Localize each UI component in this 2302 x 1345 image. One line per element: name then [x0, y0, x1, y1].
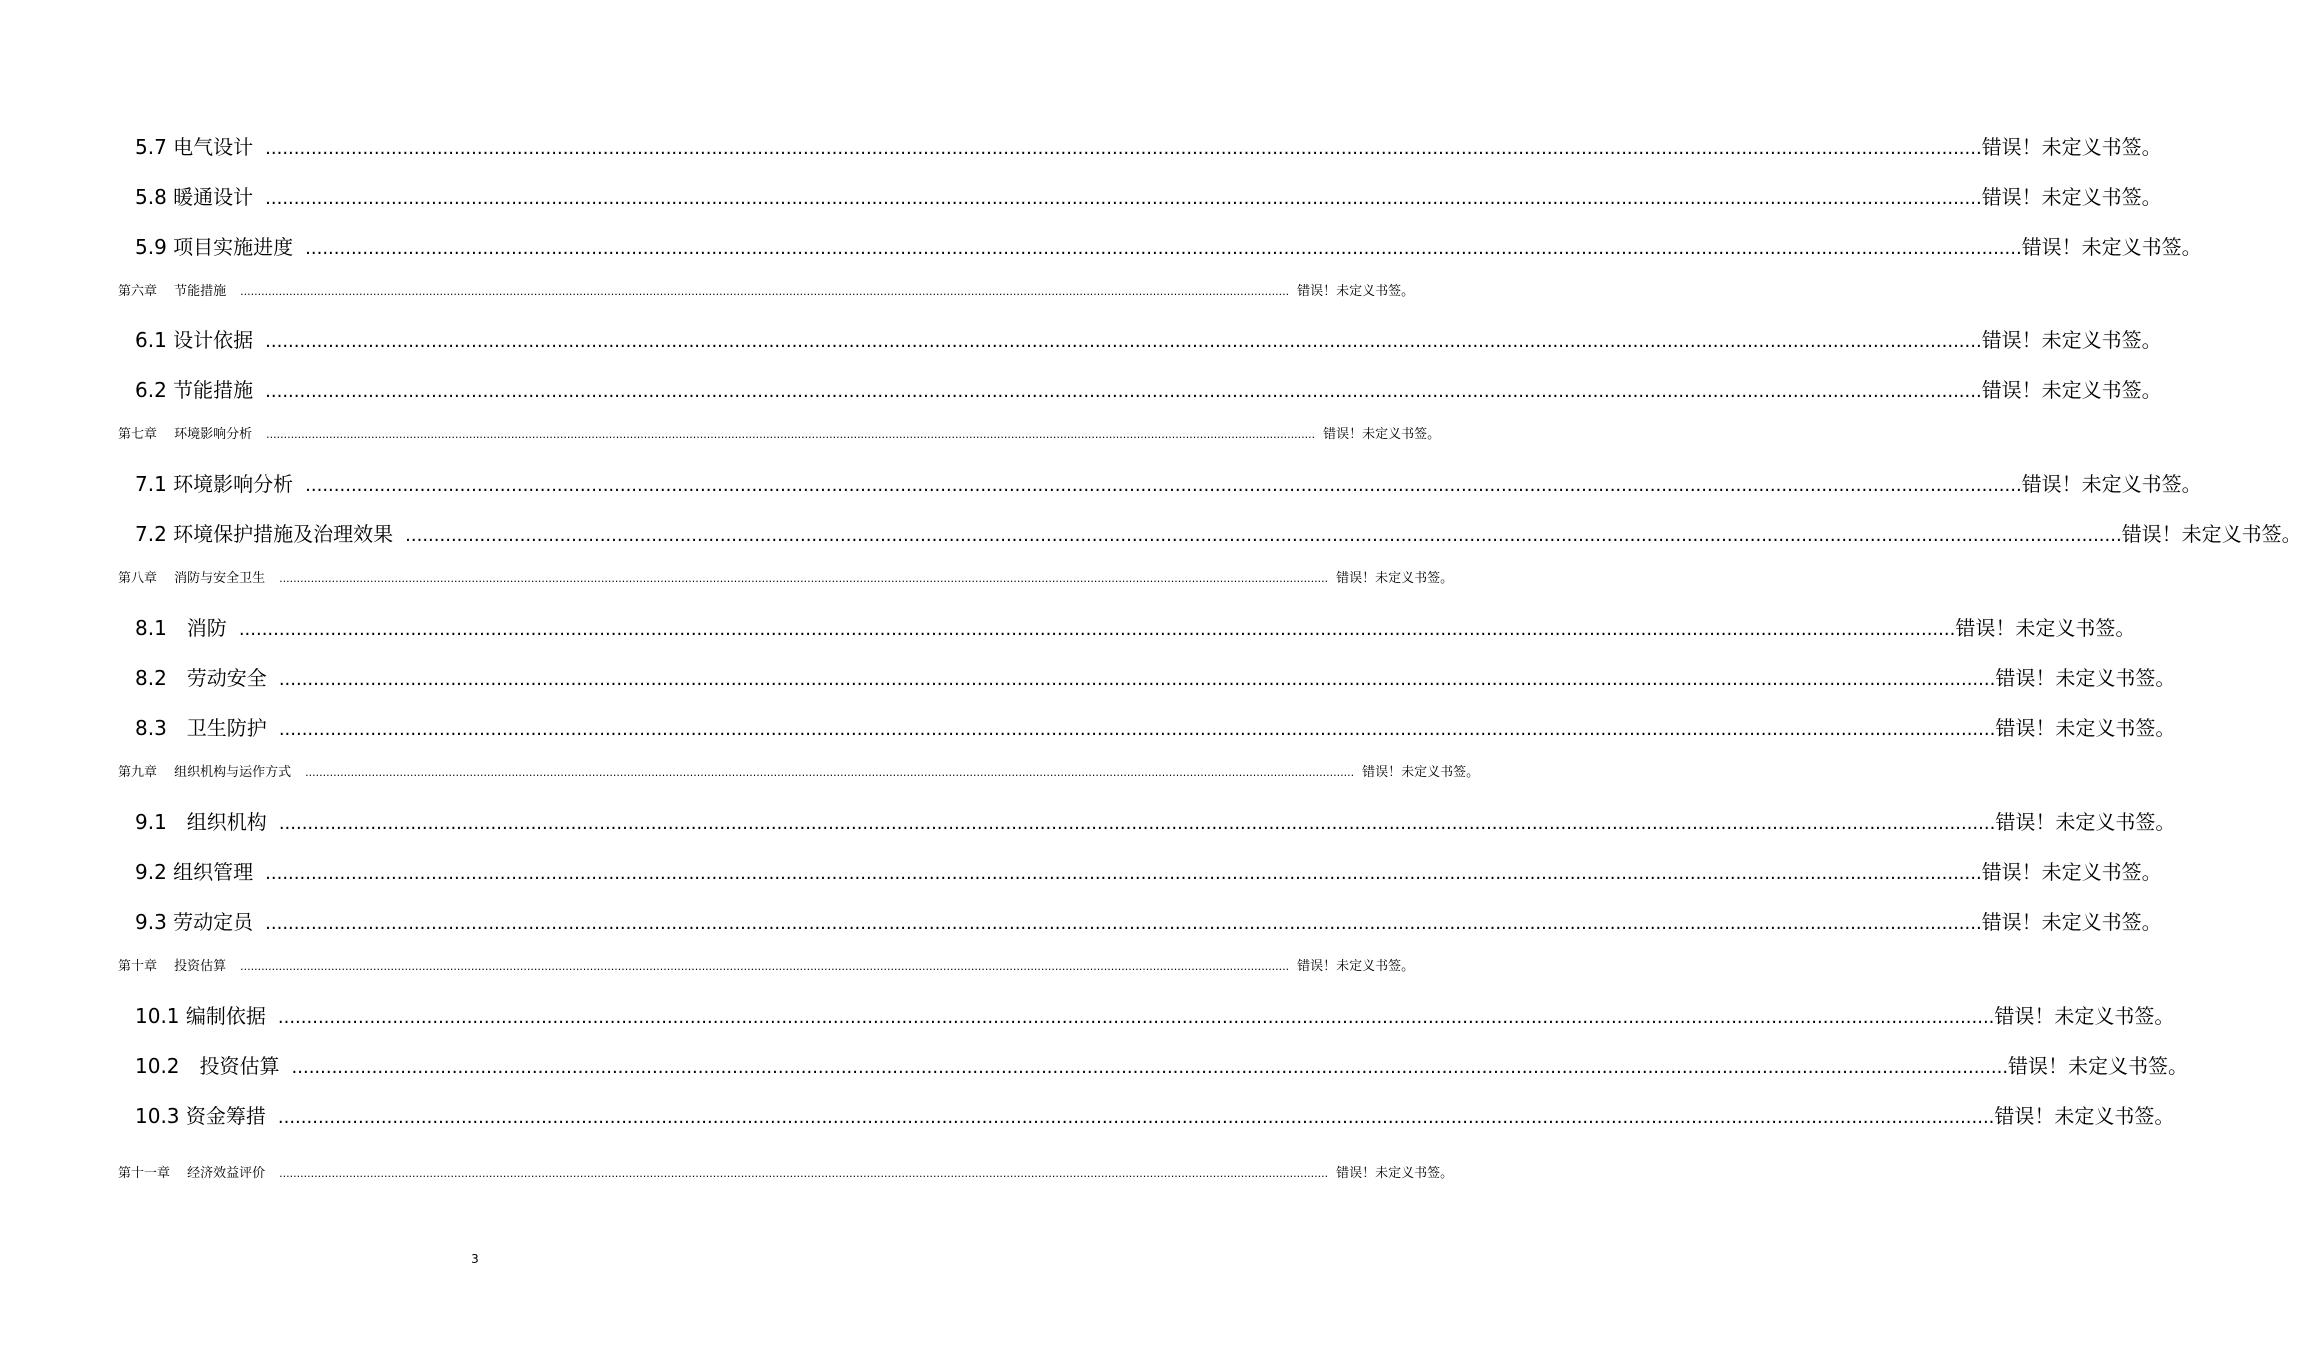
toc-section-entry[interactable] [135, 374, 2162, 403]
toc-chapter-entry[interactable] [118, 567, 1454, 586]
toc-entry-title: 8.3 卫生防护 [135, 716, 267, 740]
toc-section-entry[interactable] [135, 131, 2162, 160]
toc-dot-leader: ............................................................................................................................................................................................................................................................................................................ [291, 1057, 2009, 1078]
toc-chapter-entry[interactable] [118, 955, 1415, 974]
toc-entry-title: 6.2 节能措施 [135, 378, 254, 402]
toc-dot-leader: ............................................................................................................................................................................................................................................................................................................ [278, 719, 1996, 740]
toc-dot-leader: ............................................................................................................................................................................................................................................................................................................ [265, 331, 1982, 352]
toc-chapter-entry[interactable] [118, 280, 1415, 299]
toc-section-entry[interactable] [135, 906, 2162, 935]
toc-dot-leader: ............................................................................................................................................................................................................................................................................................................ [277, 1107, 1995, 1128]
toc-entry-title: 5.9 项目实施进度 [135, 235, 294, 259]
toc-dot-leader: ............................................................................................................................................................................................................................................................................................................ [277, 1007, 1995, 1028]
toc-entry-title: 9.2 组织管理 [135, 860, 254, 884]
toc-dot-leader: ............................................................................................................................................................................................................................................................................................................ [240, 285, 1290, 298]
toc-entry-title: 6.1 设计依据 [135, 328, 254, 352]
toc-section-entry[interactable] [135, 662, 2176, 691]
toc-section-entry[interactable] [135, 1000, 2175, 1029]
toc-entry-page-ref: 错误！未定义书签。 [1981, 328, 2162, 352]
toc-entry-title: 10.1 编制依据 [135, 1004, 266, 1028]
toc-entry-title: 8.2 劳动安全 [135, 666, 267, 690]
toc-section-entry[interactable] [135, 468, 2202, 497]
toc-entry-page-ref: 错误！未定义书签。 [1981, 860, 2162, 884]
toc-entry-title: 第十一章 经济效益评价 [118, 1166, 266, 1181]
toc-entry-page-ref: 错误！未定义书签。 [2021, 472, 2202, 496]
toc-section-entry[interactable] [135, 1100, 2175, 1129]
toc-entry-title: 10.3 资金筹措 [135, 1104, 266, 1128]
toc-entry-page-ref: 错误！未定义书签。 [1336, 1166, 1454, 1181]
toc-entry-page-ref: 错误！未定义书签。 [1981, 378, 2162, 402]
toc-entry-page-ref: 错误！未定义书签。 [2121, 522, 2302, 546]
toc-section-entry[interactable] [135, 806, 2176, 835]
toc-entry-page-ref: 错误！未定义书签。 [2008, 1054, 2189, 1078]
toc-entry-title: 7.1 环境影响分析 [135, 472, 294, 496]
toc-entry-title: 第七章 环境影响分析 [118, 427, 253, 442]
toc-section-entry[interactable] [135, 231, 2202, 260]
toc-dot-leader: ............................................................................................................................................................................................................................................................................................................ [238, 619, 1956, 640]
toc-entry-title: 5.7 电气设计 [135, 135, 254, 159]
page-number: 3 [471, 1252, 479, 1266]
toc-entry-page-ref: 错误！未定义书签。 [1336, 571, 1454, 586]
toc-section-entry[interactable] [135, 518, 2302, 547]
toc-dot-leader: ............................................................................................................................................................................................................................................................................................................ [265, 138, 1982, 159]
toc-dot-leader: ............................................................................................................................................................................................................................................................................................................ [278, 669, 1996, 690]
toc-entry-page-ref: 错误！未定义书签。 [1995, 810, 2176, 834]
toc-entry-page-ref: 错误！未定义书签。 [1981, 910, 2162, 934]
toc-section-entry[interactable] [135, 856, 2162, 885]
toc-chapter-entry[interactable] [118, 1162, 1454, 1181]
toc-section-entry[interactable] [135, 712, 2176, 741]
toc-dot-leader: ............................................................................................................................................................................................................................................................................................................ [265, 913, 1982, 934]
toc-entry-title: 8.1 消防 [135, 616, 227, 640]
toc-entry-title: 第八章 消防与安全卫生 [118, 571, 266, 586]
toc-section-entry[interactable] [135, 181, 2162, 210]
toc-entry-title: 9.1 组织机构 [135, 810, 267, 834]
toc-entry-page-ref: 错误！未定义书签。 [1995, 716, 2176, 740]
toc-entry-title: 7.2 环境保护措施及治理效果 [135, 522, 394, 546]
toc-dot-leader: ............................................................................................................................................................................................................................................................................................................ [405, 525, 2122, 546]
toc-entry-page-ref: 错误！未定义书签。 [1955, 616, 2136, 640]
toc-dot-leader: ............................................................................................................................................................................................................................................................................................................ [240, 960, 1290, 973]
toc-entry-title: 第十章 投资估算 [118, 959, 227, 974]
toc-entry-page-ref: 错误！未定义书签。 [1297, 959, 1415, 974]
toc-entry-title: 第九章 组织机构与运作方式 [118, 765, 292, 780]
toc-section-entry[interactable] [135, 1050, 2189, 1079]
toc-dot-leader: ............................................................................................................................................................................................................................................................................................................ [266, 428, 1316, 441]
toc-dot-leader: ............................................................................................................................................................................................................................................................................................................ [305, 766, 1355, 779]
toc-entry-page-ref: 错误！未定义书签。 [1981, 185, 2162, 209]
toc-entry-page-ref: 错误！未定义书签。 [2021, 235, 2202, 259]
toc-dot-leader: ............................................................................................................................................................................................................................................................................................................ [265, 863, 1982, 884]
toc-dot-leader: ............................................................................................................................................................................................................................................................................................................ [265, 188, 1982, 209]
toc-entry-page-ref: 错误！未定义书签。 [1994, 1004, 2175, 1028]
toc-entry-title: 5.8 暖通设计 [135, 185, 254, 209]
toc-dot-leader: ............................................................................................................................................................................................................................................................................................................ [278, 813, 1996, 834]
toc-entry-title: 第六章 节能措施 [118, 284, 227, 299]
toc-entry-page-ref: 错误！未定义书签。 [1981, 135, 2162, 159]
toc-dot-leader: ............................................................................................................................................................................................................................................................................................................ [305, 238, 2022, 259]
toc-dot-leader: ............................................................................................................................................................................................................................................................................................................ [265, 381, 1982, 402]
toc-dot-leader: ............................................................................................................................................................................................................................................................................................................ [279, 1167, 1329, 1180]
toc-entry-title: 10.2 投资估算 [135, 1054, 280, 1078]
toc-entry-page-ref: 错误！未定义书签。 [1297, 284, 1415, 299]
toc-dot-leader: ............................................................................................................................................................................................................................................................................................................ [279, 572, 1329, 585]
toc-section-entry[interactable] [135, 612, 2136, 641]
toc-dot-leader: ............................................................................................................................................................................................................................................................................................................ [305, 475, 2022, 496]
toc-entry-page-ref: 错误！未定义书签。 [1323, 427, 1441, 442]
toc-section-entry[interactable] [135, 324, 2162, 353]
toc-entry-page-ref: 错误！未定义书签。 [1995, 666, 2176, 690]
toc-entry-title: 9.3 劳动定员 [135, 910, 254, 934]
toc-chapter-entry[interactable] [118, 761, 1480, 780]
toc-entry-page-ref: 错误！未定义书签。 [1362, 765, 1480, 780]
toc-entry-page-ref: 错误！未定义书签。 [1994, 1104, 2175, 1128]
toc-chapter-entry[interactable] [118, 423, 1441, 442]
